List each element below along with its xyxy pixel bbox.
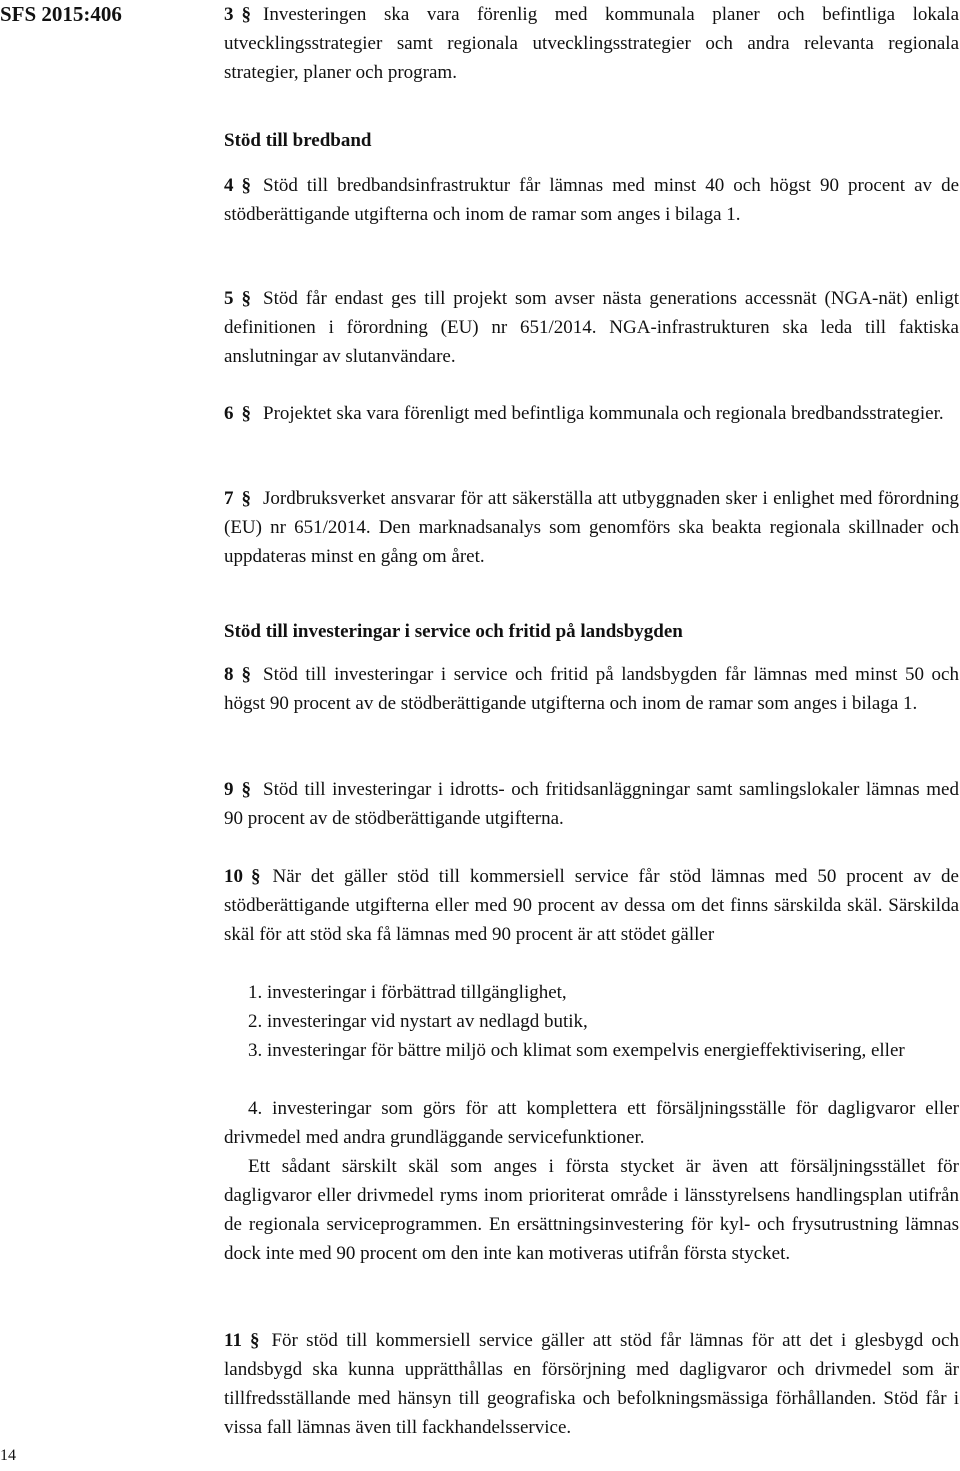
paragraph-number: 9 (224, 779, 234, 800)
section-sign-icon: § (241, 403, 251, 424)
sfs-number: SFS 2015:406 (0, 2, 122, 26)
paragraph-text: Jordbruksverket ansvarar för att säkerställa att utbyggnaden sker i enlighet med förordning (EU) nr 651/2014. Den marknadsanalys som genomförs ska beakta regionala skillnader och uppdateras minst en gång om året. (224, 488, 959, 567)
paragraph-6 (224, 399, 959, 428)
section-sign-icon: § (251, 866, 261, 887)
paragraph-11 (224, 1326, 959, 1442)
paragraph-number: 3 (224, 4, 234, 25)
paragraph-3 (224, 0, 959, 87)
section-sign-icon: § (249, 1330, 260, 1351)
paragraph-text: Projektet ska vara förenligt med befintliga kommunala och regionala bredbandsstrategier. (263, 403, 944, 424)
paragraph-5 (224, 284, 959, 371)
section-sign-icon: § (241, 488, 251, 509)
section-sign-icon: § (241, 175, 251, 196)
paragraph-number: 7 (224, 488, 234, 509)
paragraph-text: Stöd får endast ges till projekt som avser nästa generations accessnät (NGA-nät) enligt definitionen i förordning (EU) nr 651/2014. NGA-infrastrukturen ska leda till faktiska anslutningar av slutanvändare. (224, 288, 959, 367)
paragraph-10-closing: Ett sådant särskilt skäl som anges i första stycket är även att försäljningsstället för dagligvaror eller drivmedel ryms inom prioriterat område i länsstyrelsens handlingsplan utifrån de regionala serviceprogrammen. En ersättningsinvestering för kyl- och frysutrustning lämnas dock inte med 90 procent om den inte kan motiveras utifrån första stycket. (224, 1156, 959, 1264)
paragraph-text: Investeringen ska vara förenlig med kommunala planer och befintliga lokala utvecklingsstrategier samt regionala utvecklingsstrategier och andra relevanta regionala strategier, planer och program. (224, 4, 959, 83)
paragraph-text: Stöd till bredbandsinfrastruktur får lämnas med minst 40 och högst 90 procent av de stödberättigande utgifterna och inom de ramar som anges i bilaga 1. (224, 175, 959, 225)
page-number: 14 (0, 1447, 16, 1464)
paragraph-8 (224, 660, 959, 718)
section-sign-icon: § (241, 4, 251, 25)
list-item: 2. investeringar vid nystart av nedlagd butik, (248, 1011, 588, 1032)
paragraph-number: 6 (224, 403, 234, 424)
section-sign-icon: § (241, 779, 251, 800)
section-sign-icon: § (241, 288, 251, 309)
heading-service-fritid: Stöd till investeringar i service och fritid på landsbygden (224, 621, 683, 642)
heading-bredband: Stöd till bredband (224, 130, 372, 151)
paragraph-10 (224, 862, 959, 949)
paragraph-number: 10 (224, 866, 243, 887)
paragraph-text: När det gäller stöd till kommersiell service får stöd lämnas med 50 procent av de stödberättigande utgifterna eller med 90 procent av dessa om det finns särskilda skäl. Särskilda skäl för att stöd ska få lämnas med 90 procent är att stödet gäller (224, 866, 959, 945)
list-item: 1. investeringar i förbättrad tillgänglighet, (248, 982, 567, 1003)
paragraph-text: För stöd till kommersiell service gäller att stöd får lämnas för att det i glesbygd och landsbygd ska kunna upprätthållas en försörjning med dagligvaror och drivmedel som är tillfredsställande med hänsyn till geografiska och befolkningsmässiga förhållanden. Stöd får i vissa fall lämnas även till fackhandelsservice. (224, 1330, 959, 1438)
paragraph-number: 11 (224, 1330, 242, 1351)
list-item: 3. investeringar för bättre miljö och klimat som exempelvis energieffektivisering, eller (248, 1040, 905, 1061)
paragraph-9 (224, 775, 959, 833)
paragraph-number: 5 (224, 288, 234, 309)
list-item: 4. investeringar som görs för att komplettera ett försäljningsställe för dagligvaror eller drivmedel med andra grundläggande servicefunktioner. (224, 1098, 959, 1148)
paragraph-number: 8 (224, 664, 234, 685)
section-sign-icon: § (241, 664, 251, 685)
paragraph-number: 4 (224, 175, 234, 196)
paragraph-7 (224, 484, 959, 571)
paragraph-4 (224, 171, 959, 229)
paragraph-text: Stöd till investeringar i idrotts- och fritidsanläggningar samt samlingslokaler lämnas med 90 procent av de stödberättigande utgifterna. (224, 779, 959, 829)
paragraph-text: Stöd till investeringar i service och fritid på landsbygden får lämnas med minst 50 och högst 90 procent av de stödberättigande utgifterna och inom de ramar som anges i bilaga 1. (224, 664, 959, 714)
